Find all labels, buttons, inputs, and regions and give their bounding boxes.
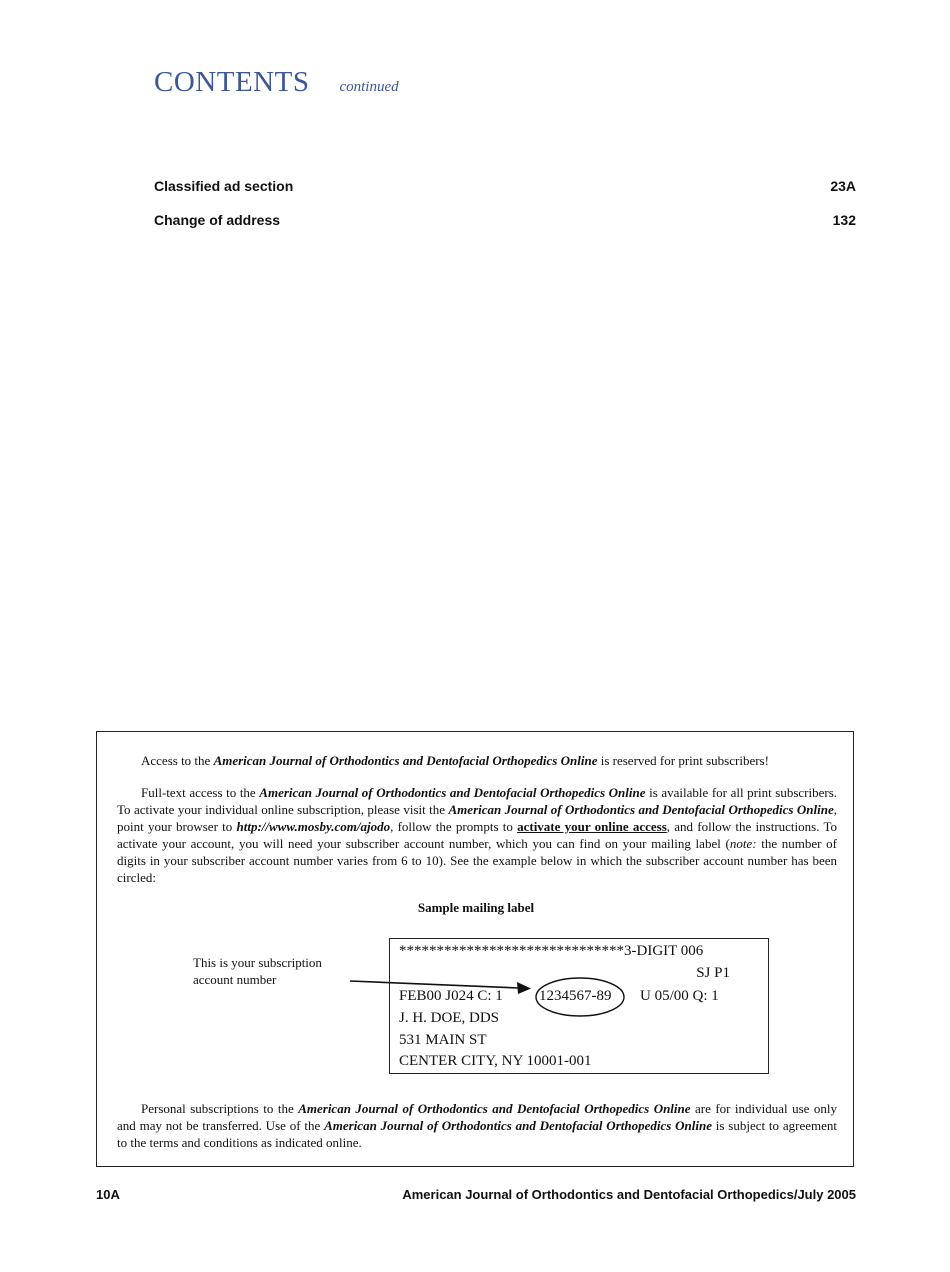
journal-name: American Journal of Orthodontics and Dentofacial Orthopedics Online xyxy=(324,1118,712,1133)
journal-name: American Journal of Orthodontics and Dentofacial Orthopedics Online xyxy=(298,1101,691,1116)
callout-line: account number xyxy=(193,972,277,987)
toc-entry[interactable] xyxy=(154,178,856,212)
page-number: 10A xyxy=(96,1187,120,1202)
label-date-code: FEB00 J024 C: 1 xyxy=(399,988,503,1004)
page-footer xyxy=(96,1187,856,1202)
account-number-callout xyxy=(193,954,322,988)
text: Full-text access to the xyxy=(141,785,260,800)
callout-line: This is your subscription xyxy=(193,955,322,970)
toc-entry-page: 132 xyxy=(832,212,856,228)
text: are for individual use only and may not be transferred. Use of the xyxy=(117,1101,838,1133)
toc-entry[interactable] xyxy=(154,212,856,246)
text: is subject to agreement to the terms and conditions as indicated online. xyxy=(117,1118,837,1150)
notice-paragraph-2 xyxy=(117,784,837,886)
activate-online-access-link[interactable]: activate your online access xyxy=(517,819,667,834)
label-city: CENTER CITY, NY 10001-001 xyxy=(399,1053,592,1069)
journal-name: American Journal of Orthodontics and Dentofacial Orthopedics Online xyxy=(448,802,834,817)
text: Personal subscriptions to the xyxy=(141,1101,299,1116)
text: the number of digits in your subscriber account number varies from 6 to 10). See the example below in which the subscriber account number has been circled: xyxy=(117,836,837,885)
label-stars-line: ******************************3-DIGIT 006 xyxy=(399,943,704,959)
text: is available for all print subscribers. To activate your individual online subscription, please visit the xyxy=(117,785,838,817)
journal-name: American Journal of Orthodontics and Dentofacial Orthopedics Online xyxy=(259,785,646,800)
text: is reserved for print subscribers! xyxy=(597,753,769,768)
journal-name: American Journal of Orthodontics and Dentofacial Orthopedics Online xyxy=(213,753,598,768)
note-label: note: xyxy=(729,836,757,851)
toc-entry-label: Change of address xyxy=(154,212,281,228)
text: Access to the xyxy=(141,753,214,768)
toc-entry-page: 23A xyxy=(830,178,856,194)
label-account-number: 1234567-89 xyxy=(539,988,612,1004)
toc-entry-label: Classified ad section xyxy=(154,178,294,194)
online-access-notice xyxy=(96,731,854,1167)
text: , and follow the instructions. To activate your account, you will need your subscriber account number, which you can find on your mailing label ( xyxy=(117,819,838,851)
label-route-code: SJ P1 xyxy=(696,965,730,981)
sample-label-title: Sample mailing label xyxy=(417,900,535,915)
page-title: CONTENTS xyxy=(154,66,310,98)
page-subtitle: continued xyxy=(339,79,399,95)
label-name: J. H. DOE, DDS xyxy=(399,1010,500,1026)
text: , follow the prompts to xyxy=(390,819,518,834)
text: , point your browser to xyxy=(117,802,837,834)
notice-paragraph-1 xyxy=(117,752,837,769)
label-street: 531 MAIN ST xyxy=(399,1032,487,1048)
contents-header xyxy=(154,66,399,99)
journal-citation: American Journal of Orthodontics and Dentofacial Orthopedics/July 2005 xyxy=(402,1187,856,1202)
notice-paragraph-3 xyxy=(117,1100,837,1151)
sample-mailing-label xyxy=(389,938,769,1074)
toc-list xyxy=(154,178,856,246)
journal-url-link[interactable]: http://www.mosby.com/ajodo xyxy=(236,819,391,834)
label-expiry-code: U 05/00 Q: 1 xyxy=(640,988,719,1004)
